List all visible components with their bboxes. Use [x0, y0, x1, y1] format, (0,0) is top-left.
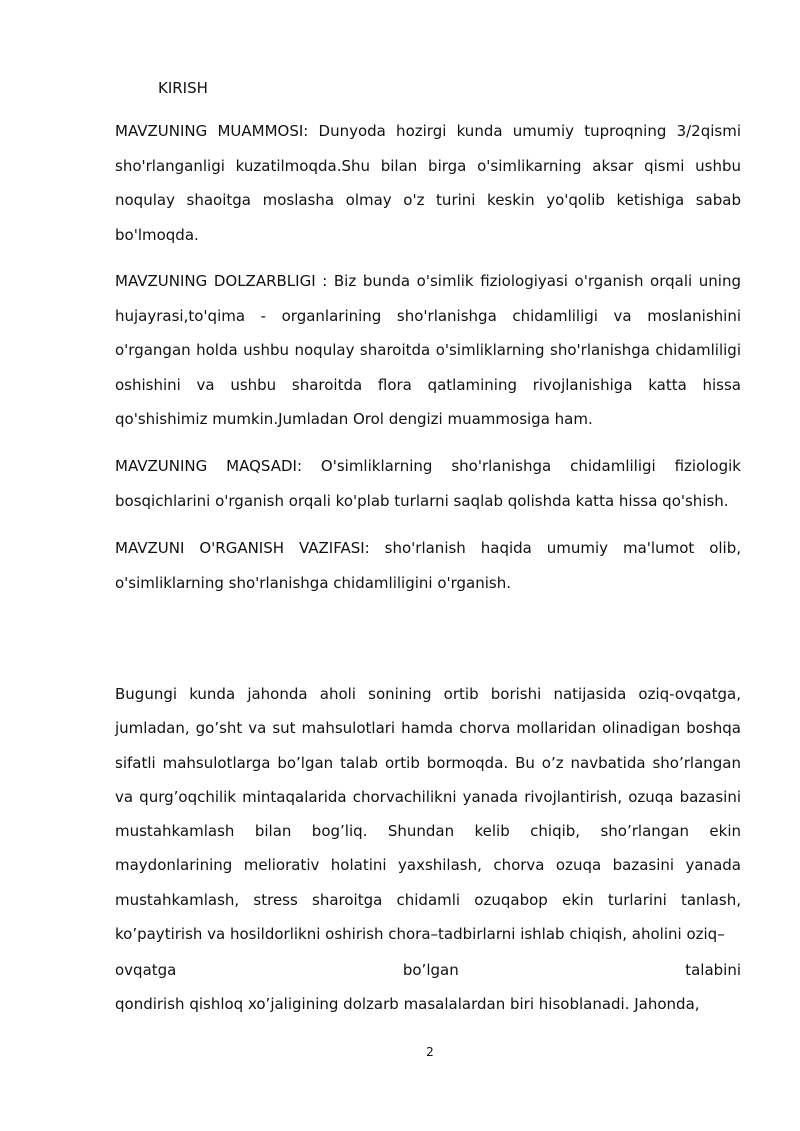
spread-word: ovqatga	[115, 961, 177, 979]
page-number: 2	[426, 1045, 434, 1059]
spread-line	[115, 953, 741, 988]
spread-word: talabini	[685, 961, 741, 979]
section-heading: KIRISH	[158, 79, 208, 97]
spread-word: bo’lgan	[402, 961, 459, 979]
paragraph-continued: qondirish qishloq xo’jaligining dolzarb masalalardan biri hisoblanadi. Jahonda,	[115, 995, 700, 1013]
paragraph-relevance: MAVZUNING DOLZARBLIGI : Biz bunda o'simlik fiziologiyasi o'rganish orqali uning hujayrasi,to'qima - organlarining sho'rlanishga chidamliligi va moslanishini o'rgangan holda ushbu noqulay sharoitda o'simliklarning sho'rlanishga chidamliligi oshishini va ushbu sharoitda flora qatlamining rivojlanishiga katta hissa qo'shishimiz mumkin.Jumladan Orol dengizi muammosiga ham.	[115, 272, 741, 428]
paragraph-task: MAVZUNI O'RGANISH VAZIFASI: sho'rlanish haqida umumiy ma'lumot olib, o'simliklarning sho'rlanishga chidamliligini o'rganish.	[115, 539, 741, 592]
paragraph-body: Bugungi kunda jahonda aholi sonining ortib borishi natijasida oziq-ovqatga, jumladan, go’sht va sut mahsulotlari hamda chorva mollaridan olinadigan boshqa sifatli mahsulotlarga bo’lgan talab ortib bormoqda. Bu o’z navbatida sho’rlangan va qurg’oqchilik mintaqalarida chorvachilikni yanada rivojlantirish, ozuqa bazasini mustahkamlash bilan bog’liq. Shundan kelib chiqib, sho’rlangan ekin maydonlarining meliorativ holatini yaxshilash, chorva ozuqa bazasini yanada mustahkamlash, stress sharoitga chidamli ozuqabop ekin turlarini tanlash, ko’paytirish va hosildorlikni oshirish chora–tadbirlarni ishlab chiqish, aholini oziq–	[115, 685, 741, 944]
paragraph-goal: MAVZUNING MAQSADI: O'simliklarning sho'rlanishga chidamliligi fiziologik bosqichlarini o'rganish orqali ko'plab turlarni saqlab qolishda katta hissa qo'shish.	[115, 457, 741, 510]
paragraph-problem: MAVZUNING MUAMMOSI: Dunyoda hozirgi kunda umumiy tuproqning 3/2qismi sho'rlanganligi kuzatilmoqda.Shu bilan birga o'simlikarning aksar qismi ushbu noqulay shaoitga moslasha olmay o'z turini keskin yo'qolib ketishiga sabab bo'lmoqda.	[115, 122, 741, 244]
